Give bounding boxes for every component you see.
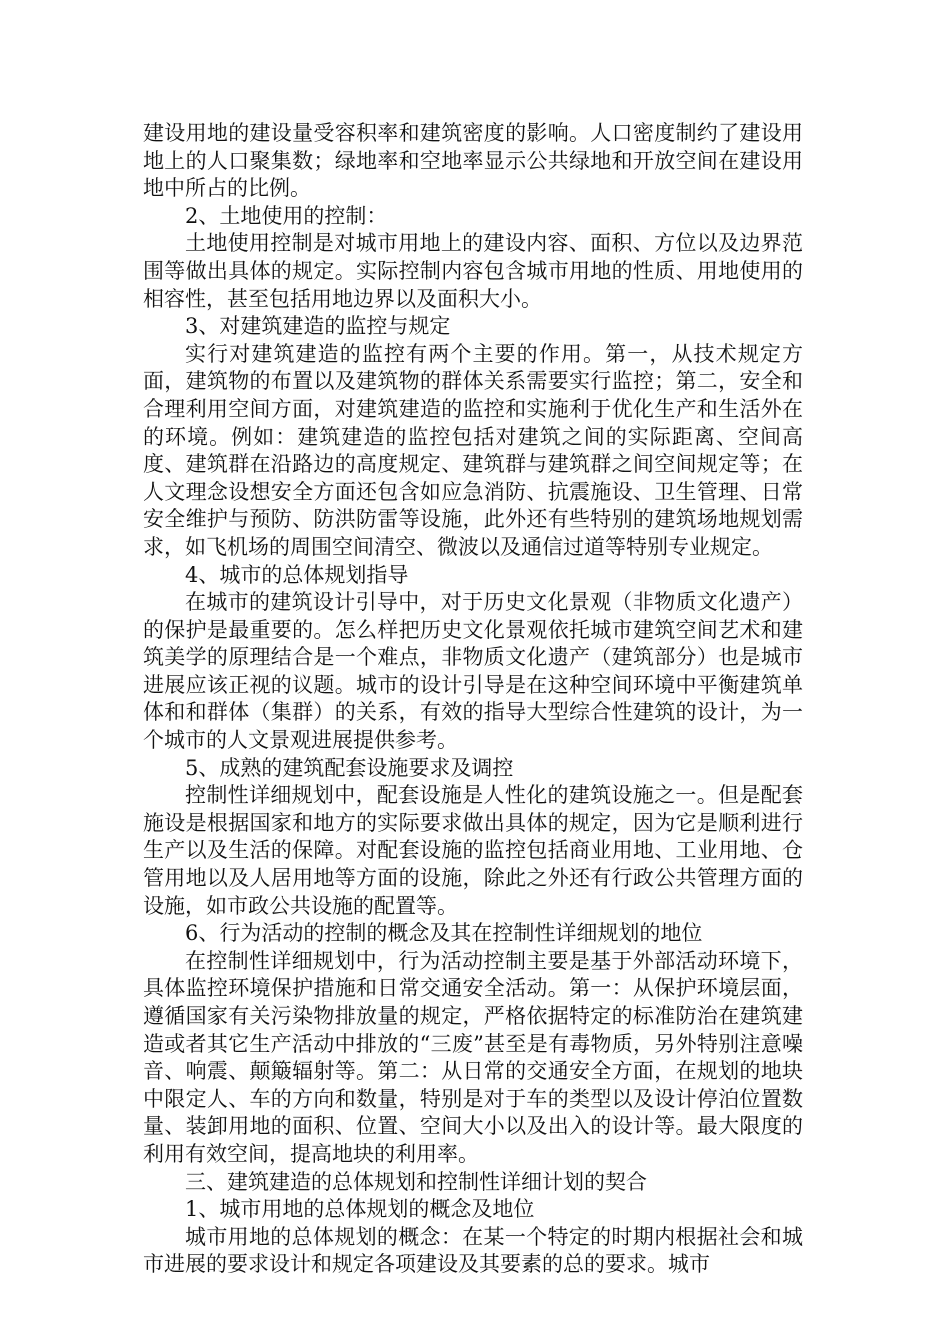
body-paragraph: 在城市的建筑设计引导中，对于历史文化景观（非物质文化遗产）的保护是最重要的。怎么样把历史文化景观依托城市建筑空间艺术和建筑美学的原理结合是一个难点，非物质文化遗产（建筑部分）也是城市进展应该正视的议题。城市的设计引导是在这种空间环境中平衡建筑单体和和群体（集群）的关系，有效的指导大型综合性建筑的设计，为一个城市的人文景观进展提供参考。 [143,590,803,753]
section-heading: 6、行为活动的控制的概念及其在控制性详细规划的地位 [185,921,703,946]
body-paragraph: 城市用地的总体规划的概念：在某一个特定的时期内根据社会和城市进展的要求设计和规定各项建设及其要素的总的要求。城市 [143,1224,803,1277]
section-heading: 1、城市用地的总体规划的概念及地位 [185,1197,535,1222]
document-page [143,120,803,1279]
body-paragraph: 建设用地的建设量受容积率和建筑密度的影响。人口密度制约了建设用地上的人口聚集数；绿地率和空地率显示公共绿地和开放空间在建设用地中所占的比例。 [143,121,803,201]
body-paragraph: 实行对建筑建造的监控有两个主要的作用。第一，从技术规定方面，建筑物的布置以及建筑物的群体关系需要实行监控；第二，安全和合理利用空间方面，对建筑建造的监控和实施利于优化生产和生活外在的环境。例如：建筑建造的监控包括对建筑之间的实际距离、空间高度、建筑群在沿路边的高度规定、建筑群与建筑群之间空间规定等；在人文理念设想安全方面还包含如应急消防、抗震施设、卫生管理、日常安全维护与预防、防洪防雷等设施，此外还有些特别的建筑场地规划需求，如飞机场的周围空间清空、微波以及通信过道等特别专业规定。 [143,341,803,559]
body-paragraph: 土地使用控制是对城市用地上的建设内容、面积、方位以及边界范围等做出具体的规定。实际控制内容包含城市用地的性质、用地使用的相容性，甚至包括用地边界以及面积大小。 [143,231,803,311]
section-heading: 5、成熟的建筑配套设施要求及调控 [185,755,514,780]
body-paragraph: 在控制性详细规划中，行为活动控制主要是基于外部活动环境下，具体监控环境保护措施和日常交通安全活动。第一：从保护环境层面，遵循国家有关污染物排放量的规定，严格依据特定的标准防治在建筑建造或者其它生产活动中排放的“三废”甚至是有毒物质，另外特别注意噪音、响震、颠簸辐射等。第二：从日常的交通安全方面，在规划的地块中限定人、车的方向和数量，特别是对于车的类型以及设计停泊位置数量、装卸用地的面积、位置、空间大小以及出入的设计等。最大限度的利用有效空间，提高地块的利用率。 [143,948,803,1166]
chapter-heading: 三、建筑建造的总体规划和控制性详细计划的契合 [185,1169,647,1194]
section-heading: 3、对建筑建造的监控与规定 [185,314,451,339]
section-heading: 2、土地使用的控制： [185,203,388,228]
section-heading: 4、城市的总体规划指导 [185,562,409,587]
body-paragraph: 控制性详细规划中，配套设施是人性化的建筑设施之一。但是配套施设是根据国家和地方的实际要求做出具体的规定，因为它是顺利进行生产以及生活的保障。对配套设施的监控包括商业用地、工业用地、仓管用地以及人居用地等方面的设施，除此之外还有行政公共管理方面的设施，如市政公共设施的配置等。 [143,783,803,918]
